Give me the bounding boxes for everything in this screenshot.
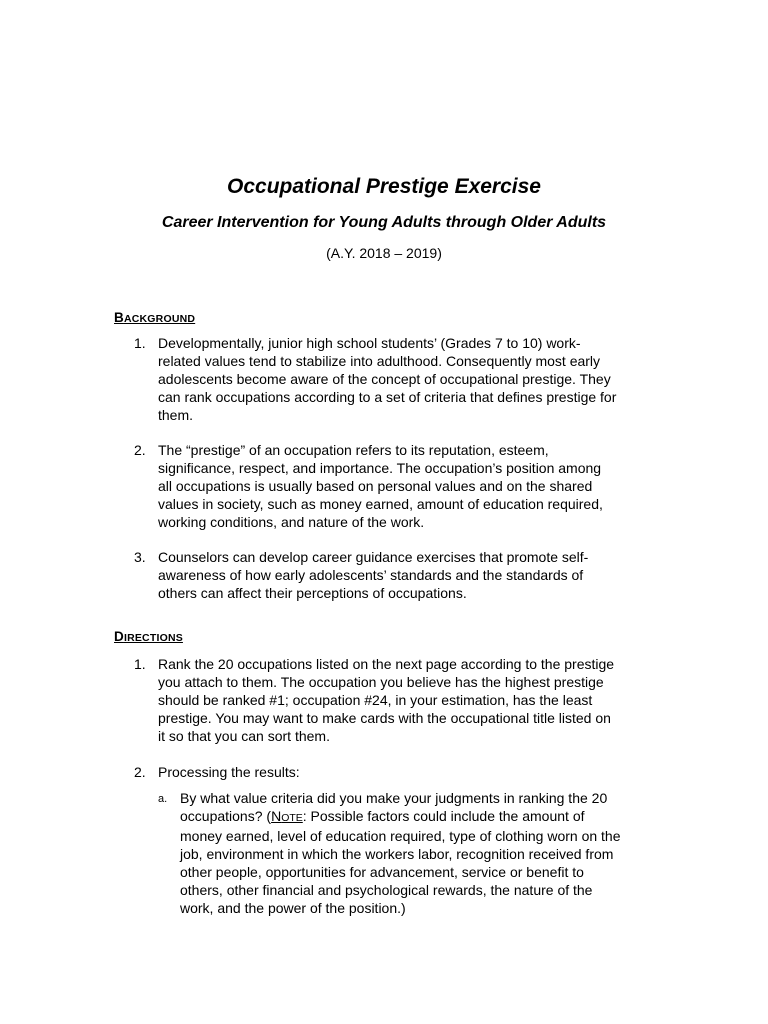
background-heading: BACKGROUND <box>114 310 196 325</box>
directions-item-1: 1. Rank the 20 occupations listed on the next page according to the prestige you attach to them. The occupation you believe has the highest prestige should be ranked #1; occupation #24, in your estimation, has the least prestige. You may want to make cards with the occupational title listed on it so that you can sort them. <box>134 656 615 744</box>
background-list <box>134 334 664 424</box>
note-line: occupations? (NOTE: Possible factors could include the amount of <box>180 808 585 824</box>
directions-list <box>134 655 664 745</box>
background-item-3: 3. Counselors can develop career guidance exercises that promote self- awareness of how early adolescents’ standards and the standards of others can affect their perceptions of occupations. <box>134 549 589 601</box>
background-list-3 <box>134 548 664 602</box>
document-subtitle: Career Intervention for Young Adults through Older Adults <box>161 214 607 231</box>
background-list-2 <box>134 441 664 531</box>
background-item-2: 2. The “prestige” of an occupation refers to its reputation, esteem, significance, respect, and importance. The occupation’s position among all occupations is usually based on personal values and on the shared values in society, such as money earned, amount of education required, working conditions, and nature of the work. <box>134 442 603 530</box>
directions-heading: DIRECTIONS <box>114 629 183 644</box>
document-title: Occupational Prestige Exercise <box>227 175 541 198</box>
background-item-1: 1. Developmentally, junior high school students’ (Grades 7 to 10) work- related values tend to stabilize into adulthood. Consequently most early adolescents become aware of the concept of occupational prestige. They can rank occupations according to a set of criteria that defines prestige for them. <box>134 335 617 423</box>
directions-sub-item-a: a. By what value criteria did you make your judgments in ranking the 20 occupations? (NOTE: Possible factors could include the amount of money earned, level of education required, type of clothing worn on the job, environment in which the workers labor, recognition received from other people, opportunities for advancement, service or benefit to others, other financial and psychological rewards, the nature of the work, and the power of the position.) <box>158 789 680 917</box>
academic-year: (A.Y. 2018 – 2019) <box>326 245 442 261</box>
note-label: NOTE <box>271 808 303 824</box>
directions-item-2: 2. Processing the results: <box>134 764 300 780</box>
directions-list-2 <box>134 763 664 781</box>
